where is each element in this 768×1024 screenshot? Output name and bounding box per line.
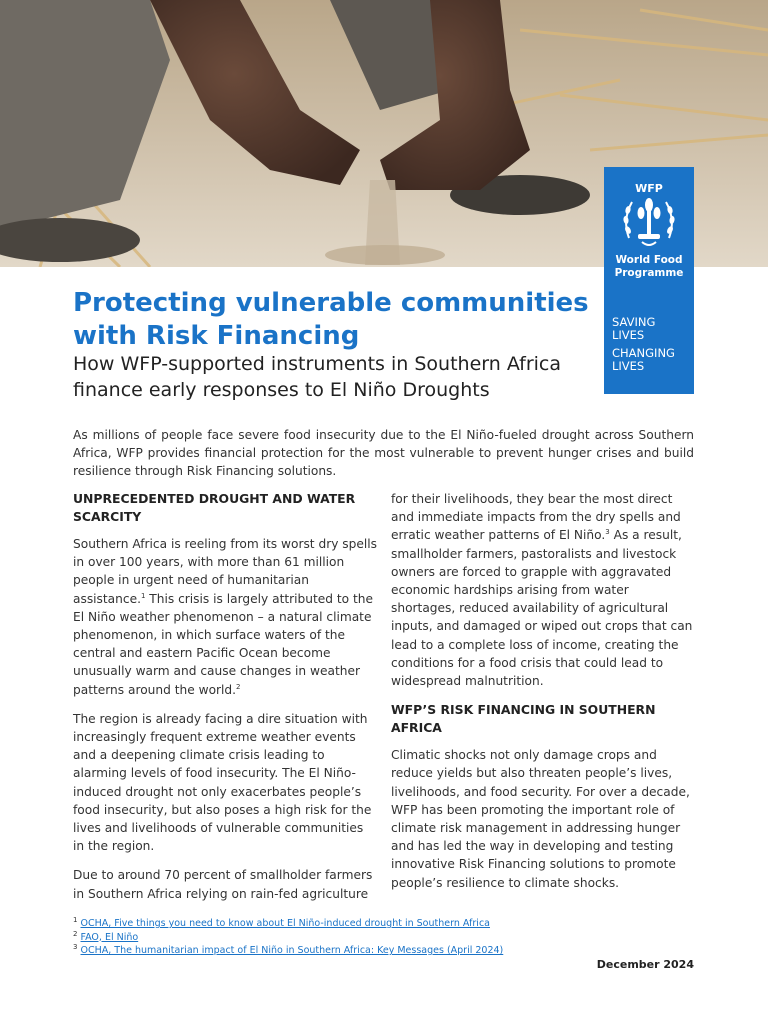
footnote-1 xyxy=(73,917,503,931)
page-title: Protecting vulnerable communities with Risk Financing xyxy=(73,288,589,351)
footnote-ref-2: 2 xyxy=(236,682,241,691)
wfp-logo-badge xyxy=(604,167,694,394)
publication-date: December 2024 xyxy=(596,958,694,971)
tag-line-4: LIVES xyxy=(612,359,645,373)
tag-line-1: SAVING xyxy=(612,315,656,329)
section-heading-risk-financing: WFP’S RISK FINANCING IN SOUTHERN AFRICA xyxy=(391,702,656,736)
wfp-emblem-icon xyxy=(620,194,678,250)
wfp-acronym: WFP xyxy=(635,182,663,195)
footnote-number: 1 xyxy=(73,915,78,924)
tag-line-3: CHANGING xyxy=(612,346,675,360)
paragraph-drought-1 xyxy=(73,535,378,699)
footnote-ref-3: 3 xyxy=(605,528,610,537)
paragraph-text: Southern Africa is reeling from its worst dry spells in over 100 years, with more than 61 million people in urgent need of humanitarian assistance. xyxy=(73,537,378,606)
footnote-link-ocha-humanitarian-impact[interactable]: OCHA, The humanitarian impact of El Niño in Southern Africa: Key Messages (April 2024) xyxy=(80,945,504,956)
intro-paragraph: As millions of people face severe food insecurity due to the El Niño-fueled drought across Southern Africa, WFP provides financial protection for the most vulnerable to prevent hunger crises and build resilience through Risk Financing solutions. xyxy=(73,428,694,479)
wfp-org-name xyxy=(604,254,694,280)
paragraph-text: for their livelihoods, they bear the most direct and immediate impacts from the dry spells and erratic weather patterns of El Niño. xyxy=(391,492,681,543)
column-right xyxy=(391,490,694,903)
footnotes xyxy=(73,917,503,958)
footnote-2 xyxy=(73,931,503,945)
paragraph-text: This crisis is largely attributed to the El Niño weather phenomenon – a natural climate phenomenon, in which surface waters of the central and eastern Pacific Ocean become unusually warm and cause changes in weather patterns around the world. xyxy=(73,591,373,697)
footnote-number: 3 xyxy=(73,942,78,951)
tagline-saving xyxy=(612,316,655,342)
page-subtitle: How WFP-supported instruments in Southern Africa finance early responses to El Niño Droughts xyxy=(73,353,562,401)
tag-line-2: LIVES xyxy=(612,328,645,342)
paragraph-drought-3: Due to around 70 percent of smallholder farmers in Southern Africa relying on rain-fed agriculture xyxy=(73,868,373,901)
footnote-link-fao-el-nino[interactable]: FAO, El Niño xyxy=(80,931,139,943)
footnote-number: 2 xyxy=(73,929,78,938)
footnote-ref-1: 1 xyxy=(140,591,146,600)
org-line-1: World Food xyxy=(615,254,683,266)
footnote-3 xyxy=(73,944,503,958)
tagline-changing xyxy=(612,347,675,373)
paragraph-drought-2: The region is already facing a dire situation with increasingly frequent extreme weather events and a deepening climate crisis leading to alarming levels of food insecurity. The El Niño-induced drought not only exacerbates people’s food insecurity, but also poses a high risk for the lives and livelihoods of vulnerable communities in the region. xyxy=(73,711,372,854)
paragraph-risk-financing: Climatic shocks not only damage crops and reduce yields but also threaten people’s lives, livelihoods, and food security. For over a decade, WFP has been promoting the important role of climate risk management in addressing hunger and has led the way in developing and testing innovative Risk Financing solutions to promote people’s resilience to climate shocks. xyxy=(391,748,690,890)
section-heading-drought: UNPRECEDENTED DROUGHT AND WATER SCARCITY xyxy=(73,491,356,524)
org-line-2: Programme xyxy=(614,267,684,279)
column-left xyxy=(73,490,378,914)
paragraph-drought-3-cont xyxy=(391,490,694,690)
footnote-link-ocha-five-things[interactable]: OCHA, Five things you need to know about El Niño-induced drought in Southern Africa xyxy=(80,918,490,929)
paragraph-text: As a result, smallholder farmers, pastoralists and livestock owners are forced to grapple with aggravated economic hardships arising from water shortages, reduced availability of agricultural inputs, and damaged or wiped out crops that can lead to a complete loss of income, creating the conditions for a food crisis that could lead to widespread malnutrition. xyxy=(391,528,693,689)
